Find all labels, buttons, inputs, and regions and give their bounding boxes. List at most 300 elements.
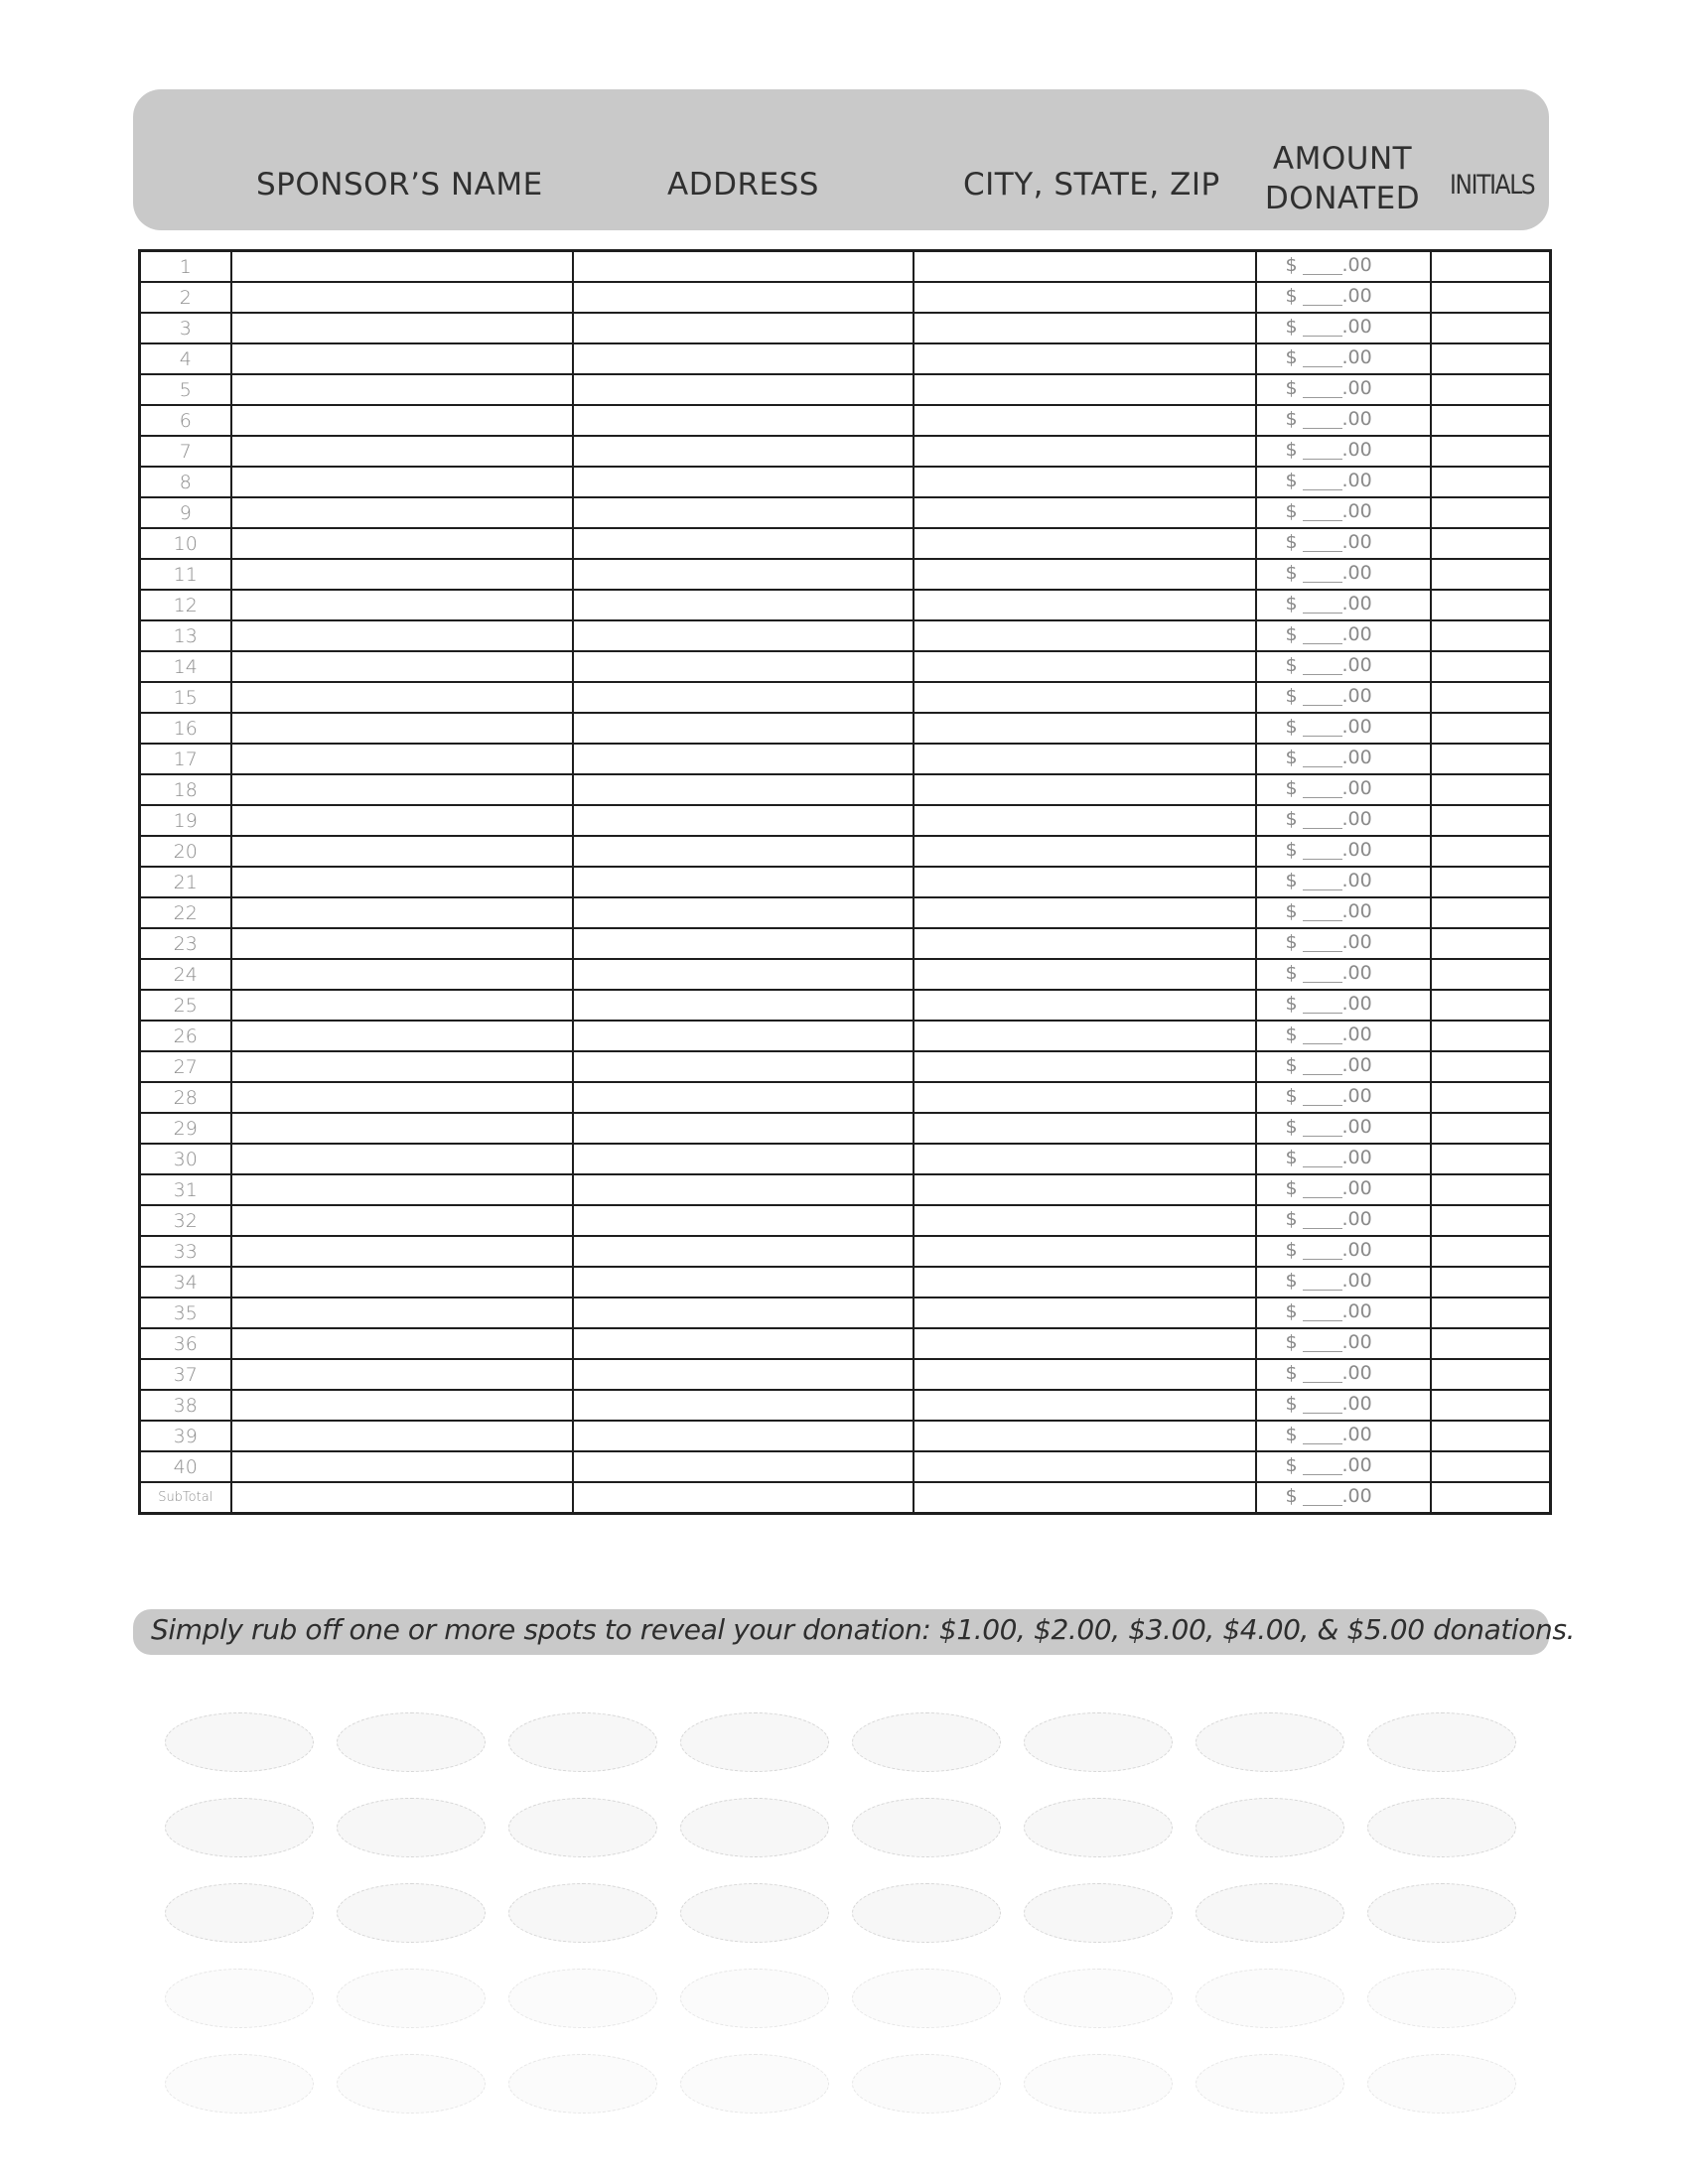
scratch-off-spot[interactable] [1024, 1883, 1173, 1943]
initials-cell[interactable] [1431, 713, 1551, 744]
scratch-off-spot[interactable] [1367, 1969, 1516, 2028]
amount-cell[interactable] [1256, 959, 1431, 990]
city-state-zip-cell[interactable] [914, 497, 1256, 528]
amount-cell[interactable] [1256, 1082, 1431, 1113]
scratch-off-spot[interactable] [852, 1883, 1001, 1943]
address-cell[interactable] [573, 467, 914, 497]
amount-blank-line[interactable] [1303, 1136, 1342, 1137]
scratch-off-spot[interactable] [508, 1798, 657, 1857]
amount-blank-line[interactable] [1303, 1043, 1342, 1044]
row-number: 24 [140, 959, 231, 990]
city-state-zip-cell[interactable] [914, 1205, 1256, 1236]
scratch-off-spot[interactable] [1196, 1883, 1344, 1943]
amount-cell[interactable] [1256, 1359, 1431, 1390]
amount-cell[interactable] [1256, 867, 1431, 897]
address-cell[interactable] [573, 651, 914, 682]
address-cell[interactable] [573, 343, 914, 374]
sponsor-name-cell[interactable] [231, 990, 573, 1021]
city-state-zip-cell[interactable] [914, 1390, 1256, 1421]
amount-blank-line[interactable] [1303, 336, 1342, 337]
address-cell[interactable] [573, 713, 914, 744]
address-cell[interactable] [573, 1236, 914, 1267]
amount-blank-line[interactable] [1303, 366, 1342, 367]
city-state-zip-cell[interactable] [914, 1451, 1256, 1482]
amount-cell[interactable] [1256, 1328, 1431, 1359]
sponsor-name-cell[interactable] [231, 1174, 573, 1205]
scratch-off-spot[interactable] [508, 2054, 657, 2114]
amount-cell[interactable] [1256, 1421, 1431, 1451]
amount-cell[interactable] [1256, 713, 1431, 744]
scratch-off-spot[interactable] [165, 2054, 314, 2114]
cents-suffix: .00 [1341, 1054, 1372, 1076]
scratch-off-spot[interactable] [680, 1883, 829, 1943]
address-cell[interactable] [573, 1328, 914, 1359]
scratch-off-spot[interactable] [165, 1798, 314, 1857]
amount-blank-line[interactable] [1303, 305, 1342, 306]
scratch-off-spot[interactable] [1024, 1712, 1173, 1772]
amount-blank-line[interactable] [1303, 643, 1342, 644]
city-state-zip-cell[interactable] [914, 620, 1256, 651]
address-cell[interactable] [573, 867, 914, 897]
address-cell[interactable] [573, 1205, 914, 1236]
amount-cell[interactable] [1256, 436, 1431, 467]
amount-cell[interactable] [1256, 1451, 1431, 1482]
initials-cell[interactable] [1431, 1328, 1551, 1359]
address-cell[interactable] [573, 836, 914, 867]
sponsor-name-cell[interactable] [231, 528, 573, 559]
initials-cell[interactable] [1431, 559, 1551, 590]
initials-cell[interactable] [1431, 897, 1551, 928]
scratch-off-spot[interactable] [165, 1712, 314, 1772]
scratch-off-spot[interactable] [680, 1712, 829, 1772]
amount-blank-line[interactable] [1303, 797, 1342, 798]
amount-blank-line[interactable] [1303, 428, 1342, 429]
address-cell[interactable] [573, 1267, 914, 1297]
cents-suffix: .00 [1341, 1424, 1372, 1445]
amount-blank-line[interactable] [1303, 551, 1342, 552]
scratch-off-spot[interactable] [1024, 1798, 1173, 1857]
amount-cell[interactable] [1256, 528, 1431, 559]
city-state-zip-cell[interactable] [914, 651, 1256, 682]
city-state-zip-cell[interactable] [914, 343, 1256, 374]
address-cell[interactable] [573, 1297, 914, 1328]
initials-cell[interactable] [1431, 1051, 1551, 1082]
scratch-off-spot[interactable] [852, 1969, 1001, 2028]
amount-blank-line[interactable] [1303, 1413, 1342, 1414]
scratch-off-spot[interactable] [852, 1798, 1001, 1857]
address-cell[interactable] [573, 620, 914, 651]
amount-blank-line[interactable] [1303, 889, 1342, 890]
address-cell[interactable] [573, 559, 914, 590]
initials-cell[interactable] [1431, 1359, 1551, 1390]
city-state-zip-cell[interactable] [914, 559, 1256, 590]
initials-cell[interactable] [1431, 374, 1551, 405]
amount-blank-line[interactable] [1303, 1197, 1342, 1198]
amount-blank-line[interactable] [1303, 705, 1342, 706]
initials-cell[interactable] [1431, 651, 1551, 682]
initials-cell[interactable] [1431, 805, 1551, 836]
sponsor-name-cell[interactable] [231, 1051, 573, 1082]
initials-cell[interactable] [1431, 1390, 1551, 1421]
address-cell[interactable] [573, 959, 914, 990]
sponsor-name-cell[interactable] [231, 867, 573, 897]
address-cell[interactable] [573, 1174, 914, 1205]
scratch-off-spot[interactable] [1196, 1712, 1344, 1772]
sponsor-name-cell[interactable] [231, 497, 573, 528]
city-state-zip-cell[interactable] [914, 467, 1256, 497]
address-cell[interactable] [573, 1144, 914, 1174]
address-cell[interactable] [573, 1051, 914, 1082]
amount-blank-line[interactable] [1303, 274, 1342, 275]
amount-blank-line[interactable] [1303, 920, 1342, 921]
scratch-off-spot[interactable] [1196, 2054, 1344, 2114]
sponsor-name-cell[interactable] [231, 805, 573, 836]
city-state-zip-cell[interactable] [914, 251, 1256, 283]
scratch-off-spot[interactable] [1367, 1883, 1516, 1943]
amount-blank-line[interactable] [1303, 520, 1342, 521]
sponsor-name-cell[interactable] [231, 713, 573, 744]
amount-blank-line[interactable] [1303, 736, 1342, 737]
initials-cell[interactable] [1431, 1421, 1551, 1451]
city-state-zip-cell[interactable] [914, 1328, 1256, 1359]
scratch-off-spot[interactable] [852, 2054, 1001, 2114]
sponsor-name-cell[interactable] [231, 405, 573, 436]
scratch-off-spot[interactable] [680, 1798, 829, 1857]
sponsor-name-cell[interactable] [231, 467, 573, 497]
scratch-off-spot[interactable] [1024, 1969, 1173, 2028]
address-cell[interactable] [573, 497, 914, 528]
city-state-zip-cell[interactable] [914, 1482, 1256, 1514]
amount-cell[interactable] [1256, 990, 1431, 1021]
amount-cell[interactable] [1256, 805, 1431, 836]
address-cell[interactable] [573, 1113, 914, 1144]
city-state-zip-cell[interactable] [914, 1082, 1256, 1113]
initials-cell[interactable] [1431, 682, 1551, 713]
amount-blank-line[interactable] [1303, 1290, 1342, 1291]
amount-blank-line[interactable] [1303, 828, 1342, 829]
scratch-off-spot[interactable] [1196, 1798, 1344, 1857]
address-cell[interactable] [573, 774, 914, 805]
sponsor-name-cell[interactable] [231, 343, 573, 374]
initials-cell[interactable] [1431, 251, 1551, 283]
sponsor-name-cell[interactable] [231, 897, 573, 928]
amount-cell[interactable] [1256, 467, 1431, 497]
sponsor-name-cell[interactable] [231, 559, 573, 590]
city-state-zip-cell[interactable] [914, 436, 1256, 467]
sponsor-name-cell[interactable] [231, 1297, 573, 1328]
sponsor-name-cell[interactable] [231, 1021, 573, 1051]
address-cell[interactable] [573, 1359, 914, 1390]
sponsor-name-cell[interactable] [231, 251, 573, 283]
scratch-off-spot[interactable] [165, 1883, 314, 1943]
initials-cell[interactable] [1431, 436, 1551, 467]
amount-cell[interactable] [1256, 251, 1431, 283]
sponsor-name-cell[interactable] [231, 744, 573, 774]
amount-cell[interactable] [1256, 1205, 1431, 1236]
address-cell[interactable] [573, 1421, 914, 1451]
amount-cell[interactable] [1256, 1113, 1431, 1144]
sponsor-name-cell[interactable] [231, 590, 573, 620]
scratch-off-spot[interactable] [508, 1883, 657, 1943]
scratch-off-spot[interactable] [337, 1883, 486, 1943]
initials-cell[interactable] [1431, 1482, 1551, 1514]
sponsor-name-cell[interactable] [231, 1390, 573, 1421]
amount-cell[interactable] [1256, 836, 1431, 867]
sponsor-name-cell[interactable] [231, 651, 573, 682]
initials-cell[interactable] [1431, 590, 1551, 620]
amount-blank-line[interactable] [1303, 1382, 1342, 1383]
address-cell[interactable] [573, 1482, 914, 1514]
initials-cell[interactable] [1431, 836, 1551, 867]
sponsor-name-cell[interactable] [231, 1421, 573, 1451]
address-cell[interactable] [573, 528, 914, 559]
sponsor-name-cell[interactable] [231, 436, 573, 467]
initials-cell[interactable] [1431, 867, 1551, 897]
scratch-off-spot[interactable] [1367, 2054, 1516, 2114]
city-state-zip-cell[interactable] [914, 528, 1256, 559]
amount-blank-line[interactable] [1303, 1443, 1342, 1444]
amount-blank-line[interactable] [1303, 766, 1342, 767]
sponsor-name-cell[interactable] [231, 682, 573, 713]
initials-cell[interactable] [1431, 620, 1551, 651]
address-cell[interactable] [573, 374, 914, 405]
initials-cell[interactable] [1431, 1021, 1551, 1051]
amount-blank-line[interactable] [1303, 1228, 1342, 1229]
city-state-zip-cell[interactable] [914, 959, 1256, 990]
amount-blank-line[interactable] [1303, 397, 1342, 398]
sponsor-name-cell[interactable] [231, 282, 573, 313]
scratch-off-spot[interactable] [1367, 1798, 1516, 1857]
scratch-off-spot[interactable] [337, 1969, 486, 2028]
sponsor-name-cell[interactable] [231, 959, 573, 990]
scratch-off-spot[interactable] [337, 1712, 486, 1772]
scratch-off-spot[interactable] [1367, 1712, 1516, 1772]
initials-cell[interactable] [1431, 497, 1551, 528]
amount-blank-line[interactable] [1303, 859, 1342, 860]
city-state-zip-cell[interactable] [914, 374, 1256, 405]
address-cell[interactable] [573, 1390, 914, 1421]
amount-cell[interactable] [1256, 1174, 1431, 1205]
city-state-zip-cell[interactable] [914, 590, 1256, 620]
initials-cell[interactable] [1431, 282, 1551, 313]
amount-blank-line[interactable] [1303, 1074, 1342, 1075]
initials-cell[interactable] [1431, 1144, 1551, 1174]
amount-blank-line[interactable] [1303, 1351, 1342, 1352]
amount-cell[interactable] [1256, 1297, 1431, 1328]
scratch-off-spot[interactable] [508, 1712, 657, 1772]
amount-blank-line[interactable] [1303, 613, 1342, 614]
amount-cell[interactable] [1256, 497, 1431, 528]
city-state-zip-cell[interactable] [914, 867, 1256, 897]
sponsor-name-cell[interactable] [231, 1144, 573, 1174]
table-row [140, 282, 1551, 313]
amount-blank-line[interactable] [1303, 951, 1342, 952]
address-cell[interactable] [573, 682, 914, 713]
amount-cell[interactable] [1256, 405, 1431, 436]
address-cell[interactable] [573, 897, 914, 928]
city-state-zip-cell[interactable] [914, 990, 1256, 1021]
amount-cell[interactable] [1256, 928, 1431, 959]
initials-cell[interactable] [1431, 774, 1551, 805]
row-number: 27 [140, 1051, 231, 1082]
initials-cell[interactable] [1431, 313, 1551, 343]
sponsor-name-cell[interactable] [231, 836, 573, 867]
amount-cell[interactable] [1256, 1390, 1431, 1421]
city-state-zip-cell[interactable] [914, 1359, 1256, 1390]
city-state-zip-cell[interactable] [914, 805, 1256, 836]
initials-cell[interactable] [1431, 959, 1551, 990]
city-state-zip-cell[interactable] [914, 1267, 1256, 1297]
table-row [140, 620, 1551, 651]
row-number: 4 [140, 343, 231, 374]
initials-cell[interactable] [1431, 343, 1551, 374]
amount-cell[interactable] [1256, 374, 1431, 405]
city-state-zip-cell[interactable] [914, 774, 1256, 805]
initials-cell[interactable] [1431, 467, 1551, 497]
city-state-zip-cell[interactable] [914, 928, 1256, 959]
initials-cell[interactable] [1431, 405, 1551, 436]
amount-cell[interactable] [1256, 897, 1431, 928]
city-state-zip-cell[interactable] [914, 897, 1256, 928]
amount-cell[interactable] [1256, 1051, 1431, 1082]
address-cell[interactable] [573, 928, 914, 959]
sponsor-name-cell[interactable] [231, 1482, 573, 1514]
sponsor-name-cell[interactable] [231, 1267, 573, 1297]
table-row [140, 1205, 1551, 1236]
amount-cell[interactable] [1256, 343, 1431, 374]
address-cell[interactable] [573, 744, 914, 774]
city-state-zip-cell[interactable] [914, 682, 1256, 713]
sponsor-name-cell[interactable] [231, 1359, 573, 1390]
sponsor-name-cell[interactable] [231, 1113, 573, 1144]
sponsor-name-cell[interactable] [231, 620, 573, 651]
initials-cell[interactable] [1431, 1267, 1551, 1297]
city-state-zip-cell[interactable] [914, 313, 1256, 343]
sponsor-name-cell[interactable] [231, 374, 573, 405]
amount-blank-line[interactable] [1303, 459, 1342, 460]
amount-cell[interactable] [1256, 651, 1431, 682]
city-state-zip-cell[interactable] [914, 1236, 1256, 1267]
city-state-zip-cell[interactable] [914, 282, 1256, 313]
city-state-zip-cell[interactable] [914, 405, 1256, 436]
initials-cell[interactable] [1431, 1236, 1551, 1267]
city-state-zip-cell[interactable] [914, 836, 1256, 867]
initials-cell[interactable] [1431, 1451, 1551, 1482]
table-row [140, 651, 1551, 682]
initials-cell[interactable] [1431, 1082, 1551, 1113]
amount-blank-line[interactable] [1303, 1320, 1342, 1321]
amount-cell[interactable] [1256, 744, 1431, 774]
address-cell[interactable] [573, 1451, 914, 1482]
row-number: 14 [140, 651, 231, 682]
city-state-zip-cell[interactable] [914, 744, 1256, 774]
city-state-zip-cell[interactable] [914, 1051, 1256, 1082]
initials-cell[interactable] [1431, 928, 1551, 959]
row-number: 22 [140, 897, 231, 928]
initials-cell[interactable] [1431, 1113, 1551, 1144]
city-state-zip-cell[interactable] [914, 1421, 1256, 1451]
cents-suffix: .00 [1341, 1085, 1372, 1107]
amount-cell[interactable] [1256, 1267, 1431, 1297]
scratch-off-spot[interactable] [165, 1969, 314, 2028]
amount-cell[interactable] [1256, 1144, 1431, 1174]
amount-blank-line[interactable] [1303, 674, 1342, 675]
table-row [140, 559, 1551, 590]
scratch-off-spot[interactable] [680, 1969, 829, 2028]
address-cell[interactable] [573, 990, 914, 1021]
initials-cell[interactable] [1431, 744, 1551, 774]
initials-cell[interactable] [1431, 1174, 1551, 1205]
amount-cell[interactable] [1256, 1021, 1431, 1051]
address-cell[interactable] [573, 282, 914, 313]
amount-cell[interactable] [1256, 313, 1431, 343]
sponsor-name-cell[interactable] [231, 1236, 573, 1267]
scratch-off-spot[interactable] [1024, 2054, 1173, 2114]
address-cell[interactable] [573, 251, 914, 283]
amount-blank-line[interactable] [1303, 1259, 1342, 1260]
address-cell[interactable] [573, 405, 914, 436]
amount-blank-line[interactable] [1303, 982, 1342, 983]
amount-cell[interactable] [1256, 1482, 1431, 1514]
scratch-off-spot[interactable] [508, 1969, 657, 2028]
initials-cell[interactable] [1431, 1205, 1551, 1236]
address-cell[interactable] [573, 805, 914, 836]
amount-blank-line[interactable] [1303, 1505, 1342, 1506]
city-state-zip-cell[interactable] [914, 1021, 1256, 1051]
address-cell[interactable] [573, 1082, 914, 1113]
amount-cell[interactable] [1256, 774, 1431, 805]
amount-cell[interactable] [1256, 1236, 1431, 1267]
sponsor-name-cell[interactable] [231, 774, 573, 805]
sponsor-name-cell[interactable] [231, 313, 573, 343]
scratch-off-spot[interactable] [1196, 1969, 1344, 2028]
initials-cell[interactable] [1431, 990, 1551, 1021]
initials-cell[interactable] [1431, 528, 1551, 559]
sponsor-name-cell[interactable] [231, 1328, 573, 1359]
address-cell[interactable] [573, 436, 914, 467]
amount-blank-line[interactable] [1303, 1013, 1342, 1014]
scratch-off-spot[interactable] [337, 2054, 486, 2114]
city-state-zip-cell[interactable] [914, 1297, 1256, 1328]
scratch-off-spot[interactable] [337, 1798, 486, 1857]
address-cell[interactable] [573, 1021, 914, 1051]
initials-cell[interactable] [1431, 1297, 1551, 1328]
sponsor-name-cell[interactable] [231, 1451, 573, 1482]
sponsor-name-cell[interactable] [231, 1082, 573, 1113]
amount-blank-line[interactable] [1303, 1166, 1342, 1167]
amount-cell[interactable] [1256, 682, 1431, 713]
city-state-zip-cell[interactable] [914, 1144, 1256, 1174]
amount-cell[interactable] [1256, 559, 1431, 590]
amount-blank-line[interactable] [1303, 1474, 1342, 1475]
city-state-zip-cell[interactable] [914, 713, 1256, 744]
amount-cell[interactable] [1256, 620, 1431, 651]
amount-cell[interactable] [1256, 282, 1431, 313]
address-cell[interactable] [573, 590, 914, 620]
amount-blank-line[interactable] [1303, 582, 1342, 583]
scratch-off-spot[interactable] [680, 2054, 829, 2114]
dollar-sign: $ [1285, 285, 1298, 307]
sponsor-name-cell[interactable] [231, 928, 573, 959]
amount-cell[interactable] [1256, 590, 1431, 620]
amount-blank-line[interactable] [1303, 1105, 1342, 1106]
scratch-off-spot[interactable] [852, 1712, 1001, 1772]
amount-blank-line[interactable] [1303, 489, 1342, 490]
sponsor-name-cell[interactable] [231, 1205, 573, 1236]
city-state-zip-cell[interactable] [914, 1174, 1256, 1205]
city-state-zip-cell[interactable] [914, 1113, 1256, 1144]
address-cell[interactable] [573, 313, 914, 343]
